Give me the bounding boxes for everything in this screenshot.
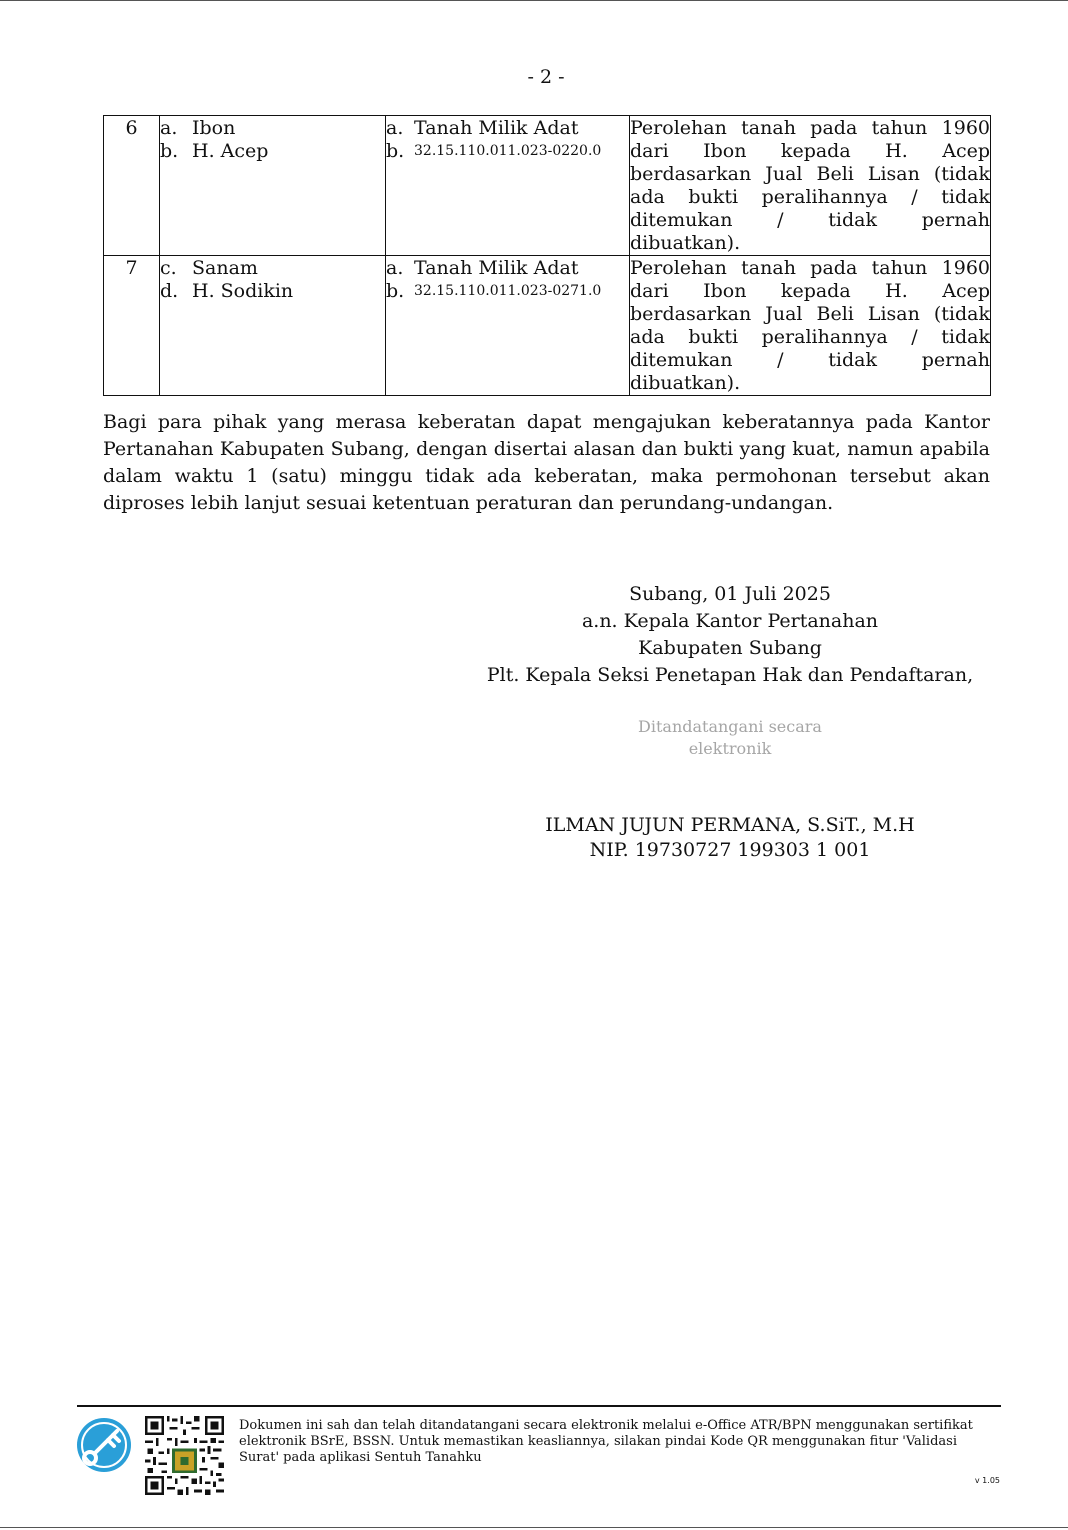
electronic-signature-note: Ditandatangani secara elektronik (638, 717, 822, 758)
signer-name: ILMAN JUJUN PERMANA, S.SiT., M.H (545, 814, 915, 836)
party-names (160, 256, 386, 396)
land-info (386, 256, 630, 396)
land-nib: b. 32.15.110.011.023-0220.0 (386, 140, 602, 162)
signer-info (470, 813, 990, 863)
qr-code-icon (145, 1416, 224, 1495)
signer-position: Plt. Kepala Seksi Penetapan Hak dan Pendaftaran, (486, 664, 974, 686)
signer-nip: NIP. 19730727 199303 1 001 (589, 839, 871, 861)
on-behalf: a.n. Kepala Kantor Pertanahan (581, 610, 879, 632)
version-label: v 1.05 (974, 1476, 1000, 1485)
land-info (386, 116, 630, 256)
footer-disclaimer: Dokumen ini sah dan telah ditandatangani secara elektronik melalui e-Office ATR/BPN menggunakan sertifikat elektronik BSrE, BSSN. Untuk memastikan keasliannya, silakan pindai Kode QR menggunakan fitur 'Validasi Surat' pada aplikasi Sentuh Tanahku (239, 1418, 973, 1465)
objection-paragraph: Bagi para pihak yang merasa keberatan dapat mengajukan keberatannya pada Kantor Pertanahan Kabupaten Subang, dengan disertai alasan dan bukti yang kuat, namun apabila dalam waktu 1 (satu) minggu tidak ada keberatan, maka permohonan tersebut akan diproses lebih lanjut sesuai ketentuan peraturan dan perundang-undangan. (103, 411, 990, 514)
party-name-item: b. H. Acep (160, 140, 269, 162)
office-name: Kabupaten Subang (638, 637, 822, 659)
party-names (160, 116, 386, 256)
land-type: a. Tanah Milik Adat (386, 117, 579, 139)
party-name-item: a. Ibon (160, 117, 236, 139)
page-top-edge (0, 0, 1068, 1)
land-type: a. Tanah Milik Adat (386, 257, 579, 279)
acquisition-description: Perolehan tanah pada tahun 1960 dari Ibon kepada H. Acep berdasarkan Jual Beli Lisan (tidak ada bukti peralihannya / tidak ditemukan / tidak pernah dibuatkan). (630, 117, 990, 254)
footer-divider (77, 1405, 1001, 1407)
party-name-item: c. Sanam (160, 257, 258, 279)
acquisition-description: Perolehan tanah pada tahun 1960 dari Ibon kepada H. Acep berdasarkan Jual Beli Lisan (tidak ada bukti peralihannya / tidak ditemukan / tidak pernah dibuatkan). (630, 257, 990, 394)
sentuh-tanahku-key-logo-icon (75, 1416, 133, 1474)
page-number: - 2 - (527, 66, 565, 88)
land-table (103, 115, 991, 396)
signature-block (470, 581, 990, 689)
row-number: 7 (104, 256, 160, 396)
land-nib: b. 32.15.110.011.023-0271.0 (386, 280, 602, 302)
page-bottom-edge (0, 1527, 1068, 1528)
table-row (104, 116, 991, 256)
table-row (104, 256, 991, 396)
row-number: 6 (104, 116, 160, 256)
party-name-item: d. H. Sodikin (160, 280, 294, 302)
place-date: Subang, 01 Juli 2025 (629, 583, 831, 605)
